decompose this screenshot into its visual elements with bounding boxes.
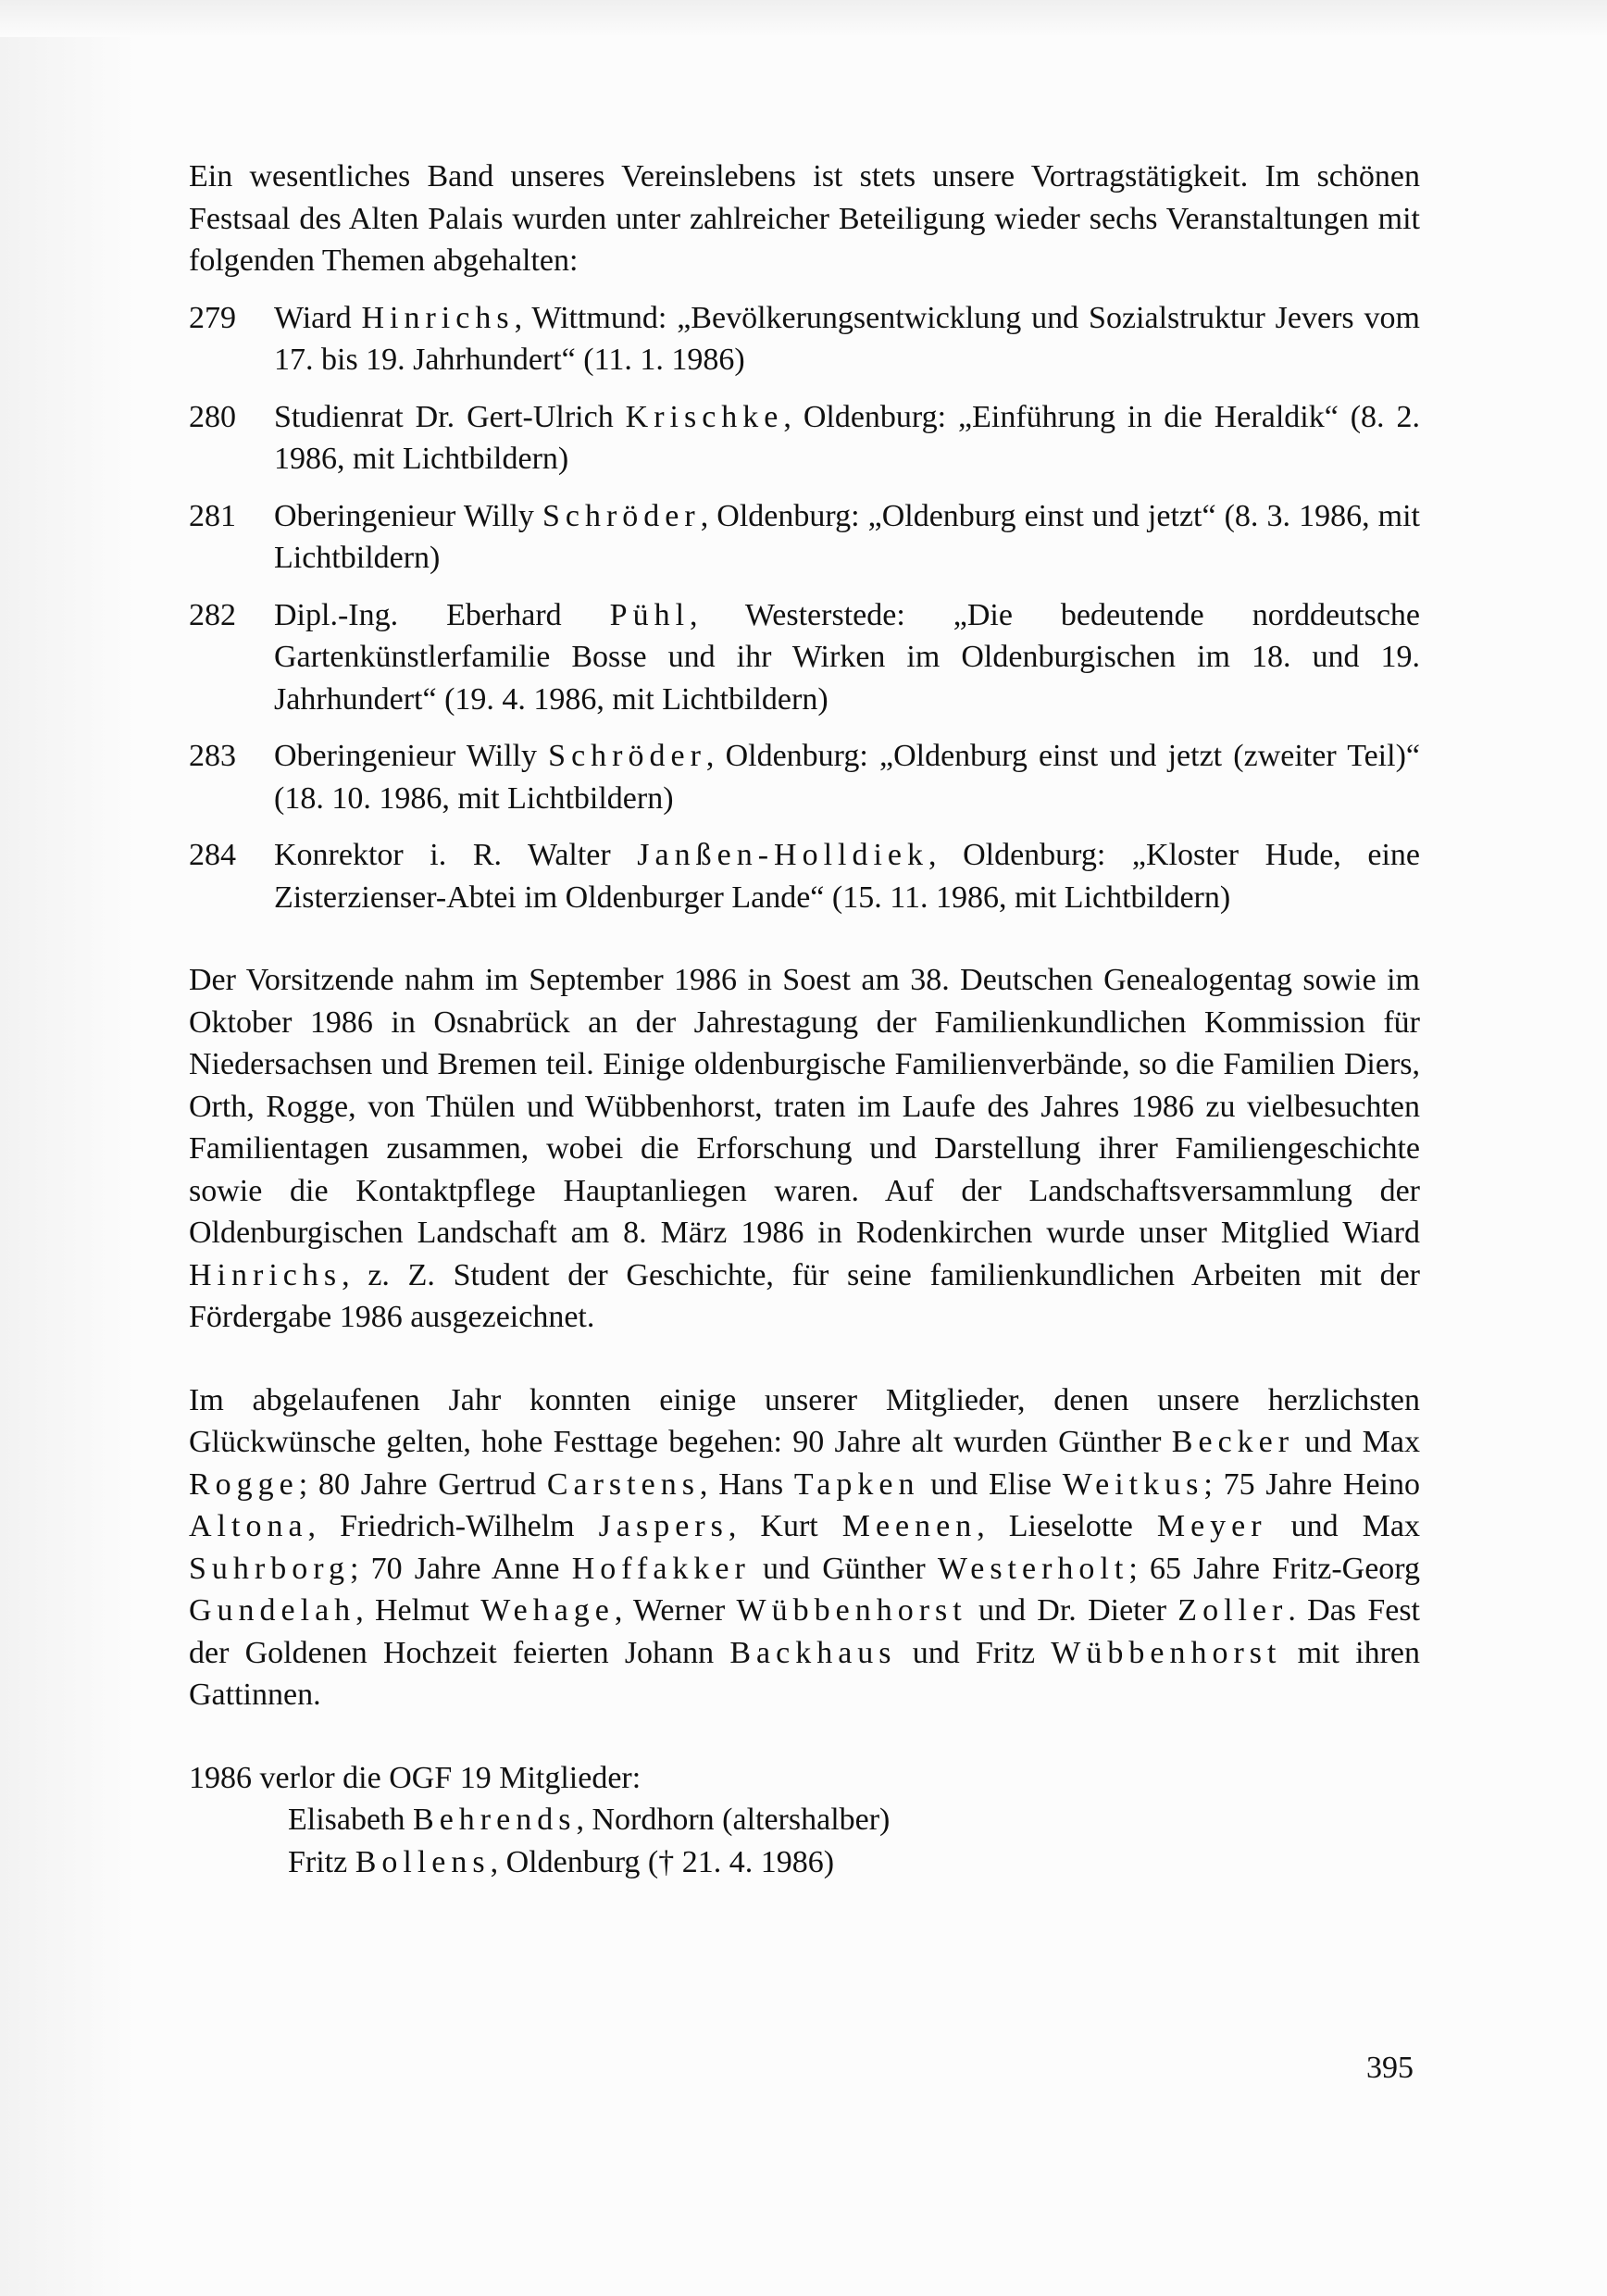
lecture-text: Oberingenieur Willy Schröder, Oldenburg: „Oldenburg einst und jetzt (zweiter Teil)“ (18. 10. 1986, mit Lichtbildern): [274, 739, 1420, 816]
person-name: Behrends: [413, 1803, 577, 1837]
lecture-text: Studienrat Dr. Gert-Ulrich Krischke, Oldenburg: „Einführung in die Heraldik“ (8. 2. 1986, mit Lichtbildern): [274, 399, 1420, 476]
person-name: Hinrichs: [189, 1257, 343, 1292]
lecture-entry-279: [189, 297, 1420, 381]
scan-shadow-top: [0, 0, 1607, 37]
lecture-text: Dipl.-Ing. Eberhard Pühl, Westerstede: „Die bedeutende norddeutsche Gartenkünstlerfamilie Bosse und ihr Wirken im Oldenburgischen im 18. und 19. Jahrhundert“ (19. 4. 1986, mit Lichtbildern): [274, 597, 1420, 717]
lecture-number: 282: [189, 597, 236, 632]
lecture-entry-284: [189, 834, 1420, 918]
lecture-number: 283: [189, 739, 236, 773]
lecture-number: 280: [189, 399, 236, 434]
lecture-text: Konrektor i. R. Walter Janßen-Holldiek, Oldenburg: „Kloster Hude, eine Zisterzienser-Abtei im Oldenburger Lande“ (15. 11. 1986, mit Lichtbildern): [274, 838, 1420, 915]
deceased-member: Elisabeth Behrends, Nordhorn (altershalber): [288, 1803, 891, 1837]
speaker-name: Hinrichs: [361, 300, 515, 335]
birthdays-paragraph: Im abgelaufenen Jahr konnten einige unserer Mitglieder, denen unsere herzlichsten Glückwünsche gelten, hohe Festtage begehen: 90 Jahre alt wurden Günther Becker und Max Rogge; 80 Jahre Gertrud Carstens, Hans Tapken und Elise Weitkus; 75 Jahre Heino Altona, Friedrich-Wilhelm Jaspers, Kurt Meenen, Lieselotte Meyer und Max Suhrborg; 70 Jahre Anne Hoffakker und Günther Westerholt; 65 Jahre Fritz-Georg Gundelah, Helmut Wehage, Werner Wübbenhorst und Dr. Dieter Zoller. Das Fest der Goldenen Hochzeit feierten Johann Backhaus und Fritz Wübbenhorst mit ihren Gattinnen.: [189, 1382, 1421, 1712]
lecture-number: 284: [189, 838, 236, 872]
lecture-number: 279: [189, 300, 236, 335]
chairman-paragraph: Der Vorsitzende nahm im September 1986 in Soest am 38. Deutschen Genealogentag sowie im Oktober 1986 in Osnabrück an der Jahrestagung der Familienkundlichen Kommission für Niedersachsen und Bremen teil. Einige oldenburgische Familienverbände, so die Familien Diers, Orth, Rogge, von Thülen und Wübbenhorst, traten im Laufe des Jahres 1986 zu vielbesuchten Familientagen zusammen, wobei die Erforschung und Darstellung ihrer Familiengeschichte sowie die Kontaktpflege Hauptanliegen waren. Auf der Landschaftsversammlung der Oldenburgischen Landschaft am 8. März 1986 in Rodenkirchen wurde unser Mitglied Wiard Hinrichs, z. Z. Student der Geschichte, für seine familienkundlichen Arbeiten mit der Fördergabe 1986 ausgezeichnet.: [189, 963, 1420, 1334]
page-number: 395: [1366, 2051, 1414, 2085]
speaker-name: Pühl: [609, 597, 691, 632]
lecture-entry-281: [189, 495, 1420, 580]
lecture-entry-283: [189, 735, 1420, 819]
lecture-list: [189, 297, 1420, 919]
person-name: Bollens: [355, 1844, 491, 1879]
intro-paragraph: Ein wesentliches Band unseres Vereinslebens ist stets unsere Vortragstätigkeit. Im schönen Festsaal des Alten Palais wurden unter zahlreicher Beteiligung wieder sechs Veranstaltungen mit folgenden Themen abgehalten:: [189, 159, 1420, 278]
speaker-name: Schröder: [542, 498, 701, 533]
lecture-entry-280: [189, 396, 1420, 480]
speaker-name: Schröder: [548, 739, 706, 773]
lecture-text: Wiard Hinrichs, Wittmund: „Bevölkerungsentwicklung und Sozialstruktur Jevers vom 17. bis 19. Jahrhundert“ (11. 1. 1986): [274, 300, 1420, 377]
losses-heading: 1986 verlor die OGF 19 Mitglieder:: [189, 1760, 642, 1795]
deceased-member: Fritz Bollens, Oldenburg († 21. 4. 1986): [288, 1844, 835, 1879]
lecture-number: 281: [189, 498, 236, 533]
speaker-name: Krischke: [625, 399, 784, 434]
page-body: [189, 156, 1420, 1883]
lecture-entry-282: [189, 594, 1420, 721]
speaker-name: Janßen-Holldiek: [637, 838, 929, 872]
lecture-text: Oberingenieur Willy Schröder, Oldenburg: „Oldenburg einst und jetzt“ (8. 3. 1986, mit Lichtbildern): [274, 498, 1420, 575]
scan-shadow-left: [0, 0, 139, 2296]
losses-section: [189, 1757, 1420, 1884]
